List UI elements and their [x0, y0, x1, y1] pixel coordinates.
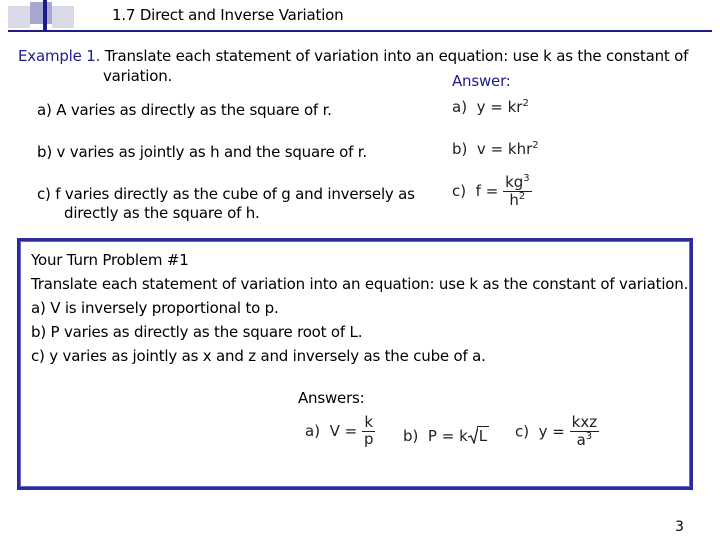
- answer-c-label: c): [452, 181, 467, 200]
- page-number: 3: [675, 519, 684, 535]
- answer-a-label: a): [452, 98, 468, 116]
- example-item-a: a) A varies as directly as the square of r.: [37, 101, 332, 119]
- deco-square: [8, 6, 30, 28]
- example-item-c-line1: c) f varies directly as the cube of g and inversely as: [37, 185, 415, 203]
- title-divider: [8, 30, 712, 32]
- page-title: 1.7 Direct and Inverse Variation: [112, 6, 344, 24]
- example-item-c-line2: directly as the square of h.: [64, 204, 260, 222]
- your-turn-answer-c: [515, 415, 599, 449]
- your-turn-item-c: c) y varies as jointly as x and z and inversely as the cube of a.: [31, 347, 486, 365]
- fraction-denominator: $h^2$: [509, 190, 526, 209]
- fraction-denominator: $a^3$: [576, 430, 593, 449]
- radical-sign-icon: [468, 426, 478, 444]
- yt-answer-c-label: c): [515, 422, 530, 441]
- deco-square: [52, 6, 74, 28]
- yt-answer-a-fraction: [362, 415, 376, 448]
- yt-answer-c-lhs: y =: [538, 422, 565, 441]
- decorative-squares: [0, 0, 90, 30]
- your-turn-heading: Your Turn Problem #1: [31, 251, 189, 269]
- deco-bar: [43, 0, 47, 30]
- your-turn-answers-label: Answers:: [298, 389, 365, 407]
- example-intro: [18, 47, 688, 65]
- example-label: Example 1.: [18, 47, 101, 65]
- your-turn-answer-a: [305, 415, 376, 448]
- radicand: L: [478, 427, 488, 445]
- square-root: [468, 427, 489, 445]
- example-text-line2: variation.: [103, 67, 173, 85]
- fraction-numerator: k: [364, 413, 374, 431]
- yt-answer-c-fraction: [570, 415, 599, 449]
- answer-b-label: b): [452, 140, 468, 158]
- answer-a-equation: y = kr: [476, 98, 523, 116]
- yt-answer-a-lhs: V =: [329, 421, 358, 440]
- example-answer-a: [452, 98, 529, 116]
- example-answer-b: [452, 140, 539, 158]
- example-text-line1: Translate each statement of variation into an equation: use k as the constant of: [104, 47, 689, 65]
- your-turn-item-b: b) P varies as directly as the square root of L.: [31, 323, 363, 341]
- answer-c-fraction: [503, 174, 532, 209]
- fraction-denominator: p: [363, 429, 374, 448]
- answer-a-exponent: 2: [522, 98, 529, 109]
- your-turn-item-a: a) V is inversely proportional to p.: [31, 299, 279, 317]
- yt-answer-a-label: a): [305, 421, 321, 440]
- fraction-numerator: kxz: [571, 413, 598, 431]
- your-turn-answer-b: [403, 427, 489, 445]
- yt-answer-b-lhs: P = k: [427, 427, 468, 445]
- answer-c-lhs: f =: [475, 181, 499, 200]
- answer-b-equation: v = khr: [476, 140, 533, 158]
- yt-answer-b-label: b): [403, 427, 419, 445]
- fraction-numerator: $kg^3$: [505, 173, 530, 191]
- your-turn-instruction: Translate each statement of variation into an equation: use k as the constant of variation.: [31, 275, 689, 293]
- deco-square: [30, 2, 52, 24]
- answer-label: Answer:: [452, 72, 511, 90]
- example-item-b: b) v varies as jointly as h and the square of r.: [37, 143, 367, 161]
- example-answer-c: [452, 174, 532, 209]
- answer-b-exponent: 2: [532, 140, 539, 151]
